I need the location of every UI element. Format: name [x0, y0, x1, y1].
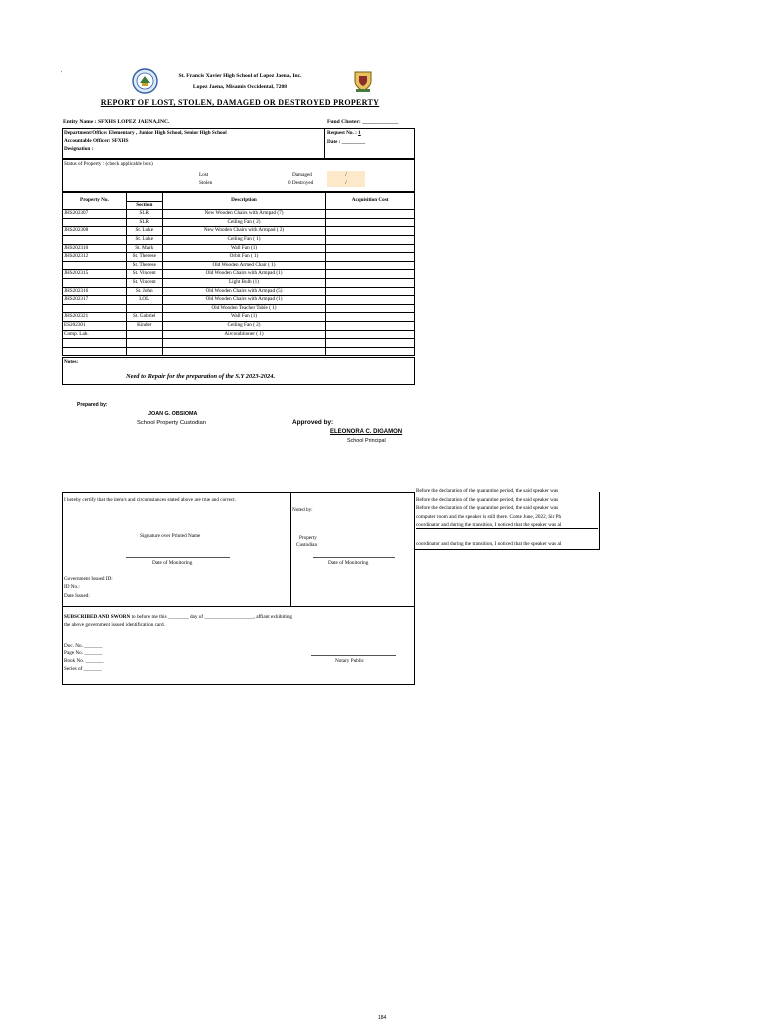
page-number: 184: [378, 1015, 387, 1021]
section-cell: St. Gabriel: [126, 313, 162, 322]
section-cell: St. Therese: [126, 261, 162, 270]
table-row: [63, 244, 415, 253]
notary-public: Notary Public: [335, 658, 364, 664]
table-row: [63, 347, 415, 356]
notes-text: Need to Repair for the preparation of the S.Y 2023-2024.: [126, 373, 276, 380]
property-no-cell: ES202301: [63, 321, 127, 330]
overflow-line-6: coordinator and during the transition, I noticed that the speaker was al: [416, 541, 562, 547]
section-cell: [126, 304, 162, 313]
notary-line: [311, 655, 396, 656]
fund-cluster: Fund Cluster: _____________: [327, 119, 399, 125]
certification-box: [62, 492, 415, 685]
description-cell: Old Wooden Chairs with Armpad (1): [162, 296, 326, 305]
noted-by: Noted by:: [292, 507, 313, 513]
description-cell: Ceiling Fan ( 1): [162, 235, 326, 244]
date-line-right: [313, 557, 395, 558]
description-cell: Old Wooden Armed Chair ( 1): [162, 261, 326, 270]
property-no-cell: JHS202317: [63, 296, 127, 305]
description-cell: Orbit Fan ( 1): [162, 253, 326, 262]
department-office: Department/Office: Elementary , Junior High School, Senior High School: [64, 130, 227, 136]
status-stolen: Stolen: [199, 180, 213, 186]
property-no-cell: [63, 339, 127, 348]
sworn-text-2: the above government issued identification card.: [64, 622, 165, 628]
acquisition-cost-cell: [326, 261, 415, 270]
acquisition-cost-cell: [326, 210, 415, 219]
approved-by-label: Approved by:: [292, 419, 334, 426]
accountable-officer: Accountable Officer: SFXHS: [64, 138, 129, 144]
acquisition-cost-cell: [326, 235, 415, 244]
destroyed-checkbox[interactable]: /: [327, 179, 365, 187]
acquisition-cost-cell: [326, 330, 415, 339]
preparer-name: JOAN G. OBSIOMA: [148, 411, 198, 417]
description-cell: Wall Fan (1): [162, 313, 326, 322]
date-monitoring-left: Date of Monitoring: [152, 560, 193, 566]
department-divider: [324, 128, 325, 159]
property-custodian-2: Custodian: [296, 542, 318, 548]
acquisition-cost-cell: [326, 270, 415, 279]
table-row: [63, 253, 415, 262]
preparer-title: School Property Custodian: [137, 420, 206, 426]
request-date: Date : _________: [327, 139, 366, 145]
sworn-statement: [64, 614, 292, 620]
series-of: Series of _______: [64, 666, 102, 672]
notes-box: [62, 357, 415, 385]
table-row: [63, 296, 415, 305]
description-cell: Ceiling Fan ( 2): [162, 321, 326, 330]
property-no-cell: [63, 278, 127, 287]
section-cell: St. John: [126, 287, 162, 296]
school-seal-icon: [132, 68, 158, 94]
table-row: [63, 313, 415, 322]
acquisition-cost-cell: [326, 347, 415, 356]
entity-name: Entity Name : SFXHS LOPEZ JAENA,INC.: [63, 119, 170, 125]
doc-no: Doc. No. _______: [64, 643, 103, 649]
acquisition-cost-cell: [326, 218, 415, 227]
property-no-cell: [63, 347, 127, 356]
section-cell: SLR: [126, 218, 162, 227]
corner-mark: ': [61, 71, 62, 77]
description-cell: [162, 339, 326, 348]
damaged-checkbox[interactable]: /: [327, 171, 365, 179]
property-table: [62, 192, 415, 356]
table-row: [63, 227, 415, 236]
request-no: [327, 130, 361, 136]
status-lost: Lost: [199, 172, 209, 178]
property-custodian-1: Property: [299, 535, 317, 541]
col-property-no: Property No.: [63, 193, 127, 210]
acquisition-cost-cell: [326, 339, 415, 348]
section-cell: SLR: [126, 210, 162, 219]
book-no: Book No. _______: [64, 658, 104, 664]
table-row: [63, 330, 415, 339]
section-cell: Kinder: [126, 321, 162, 330]
acquisition-cost-cell: [326, 313, 415, 322]
acquisition-cost-cell: [326, 227, 415, 236]
description-cell: Ceiling Fan ( 2): [162, 218, 326, 227]
status-label: Status of Property : (check applicable box): [64, 161, 153, 167]
property-no-cell: JHS202310: [63, 244, 127, 253]
description-cell: Airconditioner ( 1): [162, 330, 326, 339]
date-line-left: [126, 557, 230, 558]
status-destroyed: 0 Destroyed: [288, 180, 314, 186]
school-address: Lopez Jaena, Misamis Occidental, 7208: [192, 84, 288, 90]
acquisition-cost-cell: [326, 304, 415, 313]
property-no-cell: [63, 235, 127, 244]
overflow-line-3: Before the declaration of the quarantine period, the said speaker was: [416, 505, 559, 511]
approver-title: School Principal: [347, 438, 386, 444]
section-cell: St. Luke: [126, 235, 162, 244]
col-section-top: [126, 193, 162, 202]
date-issued: Date Issued:: [64, 593, 90, 599]
notes-label: Notes:: [64, 359, 79, 365]
table-row: [63, 321, 415, 330]
acquisition-cost-cell: [326, 287, 415, 296]
table-row: [63, 339, 415, 348]
property-no-cell: JHS202312: [63, 253, 127, 262]
certification-hdivider: [62, 606, 415, 607]
table-row: [63, 270, 415, 279]
table-row: [63, 287, 415, 296]
section-cell: St. Vincent: [126, 270, 162, 279]
overflow-line-4: computer room and the speaker is still there. Come June, 2022, Sir Ph: [416, 514, 562, 520]
description-cell: Light Bulb (1): [162, 278, 326, 287]
section-cell: [126, 339, 162, 348]
overflow-line-5: coordinator and during the transition, I noticed that the speaker was al: [416, 522, 598, 529]
acquisition-cost-cell: [326, 321, 415, 330]
overflow-line-1: Before the declaration of the quarantine period, the said speaker was: [416, 488, 559, 494]
certify-text: I hereby certify that the item/s and circumstances stated above are true and correct.: [64, 497, 236, 503]
col-acquisition-cost: Acquisition Cost: [326, 193, 415, 210]
property-no-cell: Comp. Lab.: [63, 330, 127, 339]
description-cell: Old Wooden Chairs with Armpad (1): [162, 270, 326, 279]
id-no: ID No.:: [64, 584, 80, 590]
prepared-by-label: Prepared by:: [77, 402, 108, 408]
designation: Designation :: [64, 146, 94, 152]
section-cell: [126, 330, 162, 339]
date-monitoring-right: Date of Monitoring: [328, 560, 369, 566]
acquisition-cost-cell: [326, 244, 415, 253]
section-cell: St. Luke: [126, 227, 162, 236]
page-no: Page No. _______: [64, 650, 103, 656]
table-row: [63, 278, 415, 287]
section-cell: St. Vincent: [126, 278, 162, 287]
sworn-text: to before me this ________ day of ___________________, affiant exhibiting: [130, 614, 293, 620]
certification-vdivider: [290, 492, 291, 606]
request-no-label: Request No. :: [327, 130, 357, 136]
description-cell: New Wooden Chairs with Armpad ( 2): [162, 227, 326, 236]
table-row: [63, 210, 415, 219]
overflow-line-2: Before the declaration of the quarantine period, the said speaker was: [416, 497, 559, 503]
property-no-cell: [63, 304, 127, 313]
col-section: Section: [126, 201, 162, 210]
property-no-cell: JHS202316: [63, 287, 127, 296]
section-cell: St. Mark: [126, 244, 162, 253]
property-no-cell: JHS202321: [63, 313, 127, 322]
section-cell: [126, 347, 162, 356]
section-cell: LOL: [126, 296, 162, 305]
acquisition-cost-cell: [326, 253, 415, 262]
section-cell: St. Therese: [126, 253, 162, 262]
approver-name: ELEONORA C. DIGAMON: [330, 429, 403, 435]
description-cell: [162, 347, 326, 356]
property-no-cell: JHS202315: [63, 270, 127, 279]
col-description: Description: [162, 193, 326, 210]
table-header-row: [63, 193, 415, 202]
property-no-cell: JHS202307: [63, 210, 127, 219]
signature-label: Signature over Printed Name: [140, 533, 201, 539]
table-row: [63, 218, 415, 227]
status-damaged: Damaged: [292, 172, 312, 178]
description-cell: Old Wooden Chairs with Armpad (5): [162, 287, 326, 296]
table-row: [63, 261, 415, 270]
sworn-bold: SUBSCRIBED AND SWORN: [64, 614, 131, 620]
table-row: [63, 304, 415, 313]
property-no-cell: [63, 261, 127, 270]
gov-id: Government Issued ID:: [64, 576, 113, 582]
table-row: [63, 235, 415, 244]
description-cell: New Wooden Chairs with Armpad (7): [162, 210, 326, 219]
description-cell: Wall Fan (1): [162, 244, 326, 253]
crest-icon: [350, 68, 376, 94]
request-no-value: 1: [358, 130, 361, 136]
acquisition-cost-cell: [326, 278, 415, 287]
description-cell: Old Wooden Teacher Table ( 1): [162, 304, 326, 313]
property-no-cell: JHS202308: [63, 227, 127, 236]
report-title: REPORT OF LOST, STOLEN, DAMAGED OR DESTROYED PROPERTY: [100, 98, 380, 107]
school-name: St. Francis Xavier High School of Lopez Jaena, Inc.: [178, 73, 302, 79]
acquisition-cost-cell: [326, 296, 415, 305]
property-no-cell: [63, 218, 127, 227]
